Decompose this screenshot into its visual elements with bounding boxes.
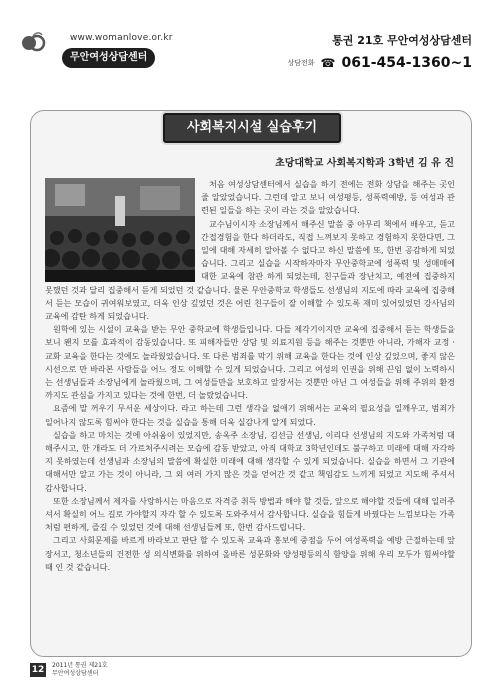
org-name-badge: 무안여성상담센터 [62,48,155,68]
center-logo-icon [20,30,46,56]
page-number: 12 [31,665,45,675]
phone-icon: ☎ [320,56,336,70]
phone-number: 061-454-1360~1 [341,55,472,71]
paragraph: 원학에 있는 시설이 교육을 받는 무안 중학교에 학생들입니다. 다들 제각기이지만 교육에 집중해서 듣는 학생들을 보니 왠지 모를 효과적이 감동있습니다. 또 피해자들만 상담 및 의료지원 등을 해주는 것뿐만 아니라, 가해자 교정 · 교화 교육을 한다는 것에도 놀라웠었습니다. 또 다른 범죄를 막기 위해 교육을 한다는 것에 인상 깊었으며, 좋지 않은 시선으로 만 바라본 사람들을 어느 정도 이해할 수 있게 되었습니다. 그리고 여성의 인권을 위해 끈임 없이 노력하시는 선생님들과 소장님에게 놀라웠으며, 그 여성들만을 보호하고 앞장서는 것뿐만 아닌 그 여성들을 위해 주위의 환경 까지도 관심을 가지고 있다는 것에 한번, 더 놀랐었습니다. [45,324,455,401]
article-title: 사회복지시설 실습후기 [163,113,341,143]
paragraph: 요즘에 말 꺼우기 무서운 세상이다. 라고 하는데 그런 생각을 없애기 위해서는 교육의 필요성을 일깨우고, 범죄가 일어나지 않도록 힘써야 한다는 것을 실습을 통해 더욱 실감나게 알게 되었다. [45,403,455,427]
paragraph: 교수님이시자 소장님께서 해주신 말씀 중 아무리 책에서 배우고, 듣고 간접경험을 한다 하더라도, 직접 느껴보지 못하고 경험하지 못한다면, 그 일에 대해 자세히 알아볼 수 없다고 하신 말씀에 또, 한번 공감하게 되었습니다. 그리고 실습을 시작하자마자 무안중학교에 성폭력 및 성매매에 대한 교육에 참관 하게 되었는데, 친구들과 장난치고, 예전에 집중하지 못했던 것과 달리 집중해서 듣게 되었던 것 같습니다. 물론 무안중학교 학생들도 선생님의 지도에 따라 교육에 집중해서 듣는 모습이 귀여워보였고, 더욱 인상 깊었던 것은 어린 친구들이 잘 이해할 수 있도록 재미 있어있었던 강사님의 교육에 감탄 하게 되었습니다. [45,218,455,322]
article-body [45,178,455,574]
phone-info [287,55,472,71]
footer-info [52,662,108,678]
phone-label: 상담전화 [287,59,315,67]
paragraph: 실습을 하고 마치는 것에 아쉬움이 있었지만, 송옥주 소장님, 김선금 선생님, 이리다 선생님의 지도와 가족처럼 대해주시고, 한 개라도 더 가르쳐주시려는 모습에 감동 받았고, 아직 대학교 3학년인데도 불구하고 미래에 대해 자각하지 못하였는데 선생님과 소장님의 말씀에 확실한 미래에 대해 생각할 수 있게 되었습니다. 실습을 하면서 그 기관에 대해서만 알고 가는 것이 아니라, 그 외 여러 가지 많은 것을 얻어간 것 같고 책임감도 느끼게 되었고 지도해 주셔서 감사합니다. [45,429,455,493]
issue-label: 통권 21호 무안여성상담센터 [332,34,472,47]
article-byline: 초당대학교 사회복지학과 3학년 김 유 진 [275,158,454,169]
paragraph: 그리고 사회문제를 바르게 바라보고 판단 할 수 있도록 교육과 홍보에 중점을 두어 여성폭력을 예방 근절하는데 앞장서고, 청소년들의 건전한 성 의식변화를 위하여 올바른 성문화와 양성평등의식 함양을 위해 우리 모두가 힘써야할 때 인 것 같습니다. [45,535,455,572]
paragraph: 처음 여성상담센터에서 실습을 하기 전에는 전화 상담을 해주는 곳인 줄 알았었습니다. 그런데 알고 보니 여성평등, 성폭력예방, 등 여성과 관련된 일들을 하는 곳이 라는 것을 알았습니다. [201,179,455,216]
site-url: www.womanlove.or.kr [70,33,173,43]
page-footer [30,661,108,679]
paragraph: 또한 소장님께서 제자를 사랑하시는 마음으로 자격증 취득 방법과 해야 할 것들, 앞으로 해야할 것들에 대해 일러주셔서 확실히 어느 길로 가야할지 자각 할 수 있도록 도와주셔서 감사합니다. 실습을 힘들게 바꿨다는 느낌보다는 가족처럼 편하게, 즐길 수 있었던 것에 대해 선생님들께 또, 한번 감사드립니다. [45,495,455,533]
footer-org: 무안여성상담센터 [52,670,99,677]
footer-edition: 2011년 통권 제21호 [52,662,108,669]
page-header [0,0,500,92]
